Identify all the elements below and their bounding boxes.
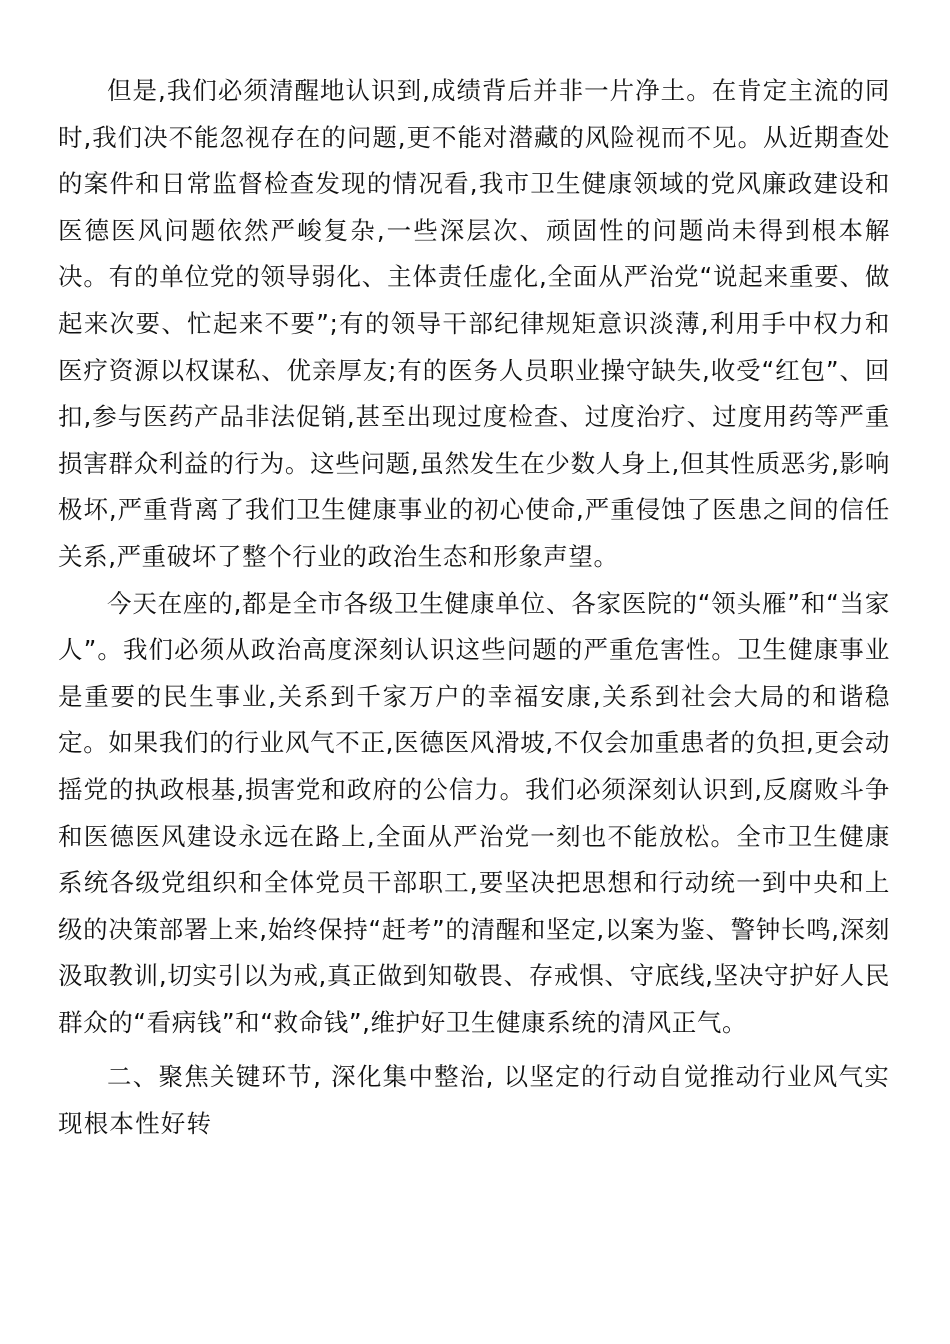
paragraph-leaders-responsibility: 今天在座的,都是全市各级卫生健康单位、各家医院的“领头雁”和“当家人”。我们必须从政治高度深刻认识这些问题的严重危害性。卫生健康事业是重要的民生事业,关系到千家万户的幸福安康,关系到社会大局的和谐稳定。如果我们的行业风气不正,医德医风滑坡,不仅会加重患者的负担,更会动摇党的执政根基,损害党和政府的公信力。我们必须深刻认识到,反腐败斗争和医德医风建设永远在路上,全面从严治党一刻也不能放松。全市卫生健康系统各级党组织和全体党员干部职工,要坚决把思想和行动统一到中央和上级的决策部署上来,始终保持“赶考”的清醒和坚定,以案为鉴、警钟长鸣,深刻汲取教训,切实引以为戒,真正做到知敬畏、存戒惧、守底线,坚决守护好人民群众的“看病钱”和“救命钱”,维护好卫生健康系统的清风正气。 [58,588,890,1037]
paragraph-achievements-problems: 但是,我们必须清醒地认识到,成绩背后并非一片净土。在肯定主流的同时,我们决不能忽视存在的问题,更不能对潜藏的风险视而不见。从近期查处的案件和日常监督检查发现的情况看,我市卫生健康领域的党风廉政建设和医德医风问题依然严峻复杂,一些深层次、顽固性的问题尚未得到根本解决。有的单位党的领导弱化、主体责任虚化,全面从严治党“说起来重要、做起来次要、忙起来不要”;有的领导干部纪律规矩意识淡薄,利用手中权力和医疗资源以权谋私、优亲厚友;有的医务人员职业操守缺失,收受“红包”、回扣,参与医药产品非法促销,甚至出现过度检查、过度治疗、过度用药等严重损害群众利益的行为。这些问题,虽然发生在少数人身上,但其性质恶劣,影响极坏,严重背离了我们卫生健康事业的初心使命,严重侵蚀了医患之间的信任关系,严重破坏了整个行业的政治生态和形象声望。 [58,76,890,571]
section-heading: 二、聚焦关键环节, 深化集中整治, 以坚定的行动自觉推动行业风气实现根本性好转 [58,1062,890,1139]
document-body [58,68,890,1148]
